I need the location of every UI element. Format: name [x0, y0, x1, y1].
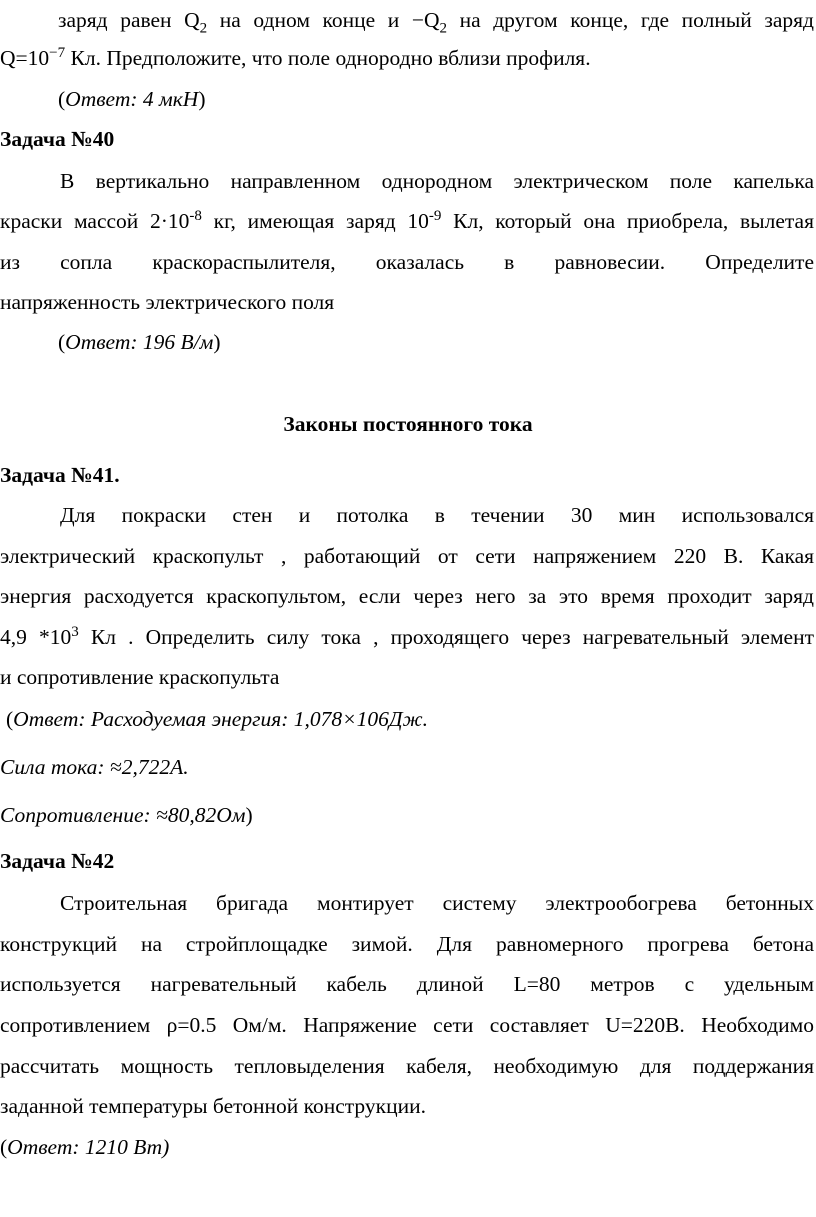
text-line: В вертикально направленном однородном электрическом поле капелька: [60, 169, 814, 193]
answer: (Ответ: Расходуемая энергия: 1,078×106Дж.: [6, 707, 428, 731]
text-line: заряд равен $Q_2$ на одном конце $и -Q_2$ на другом конце, где полный заряд: [58, 8, 814, 37]
text-line: заданной температуры бетонной конструкции.: [0, 1094, 426, 1118]
text-line: Для покраски стен и потолка в течении 30 мин использовался: [60, 503, 814, 527]
answer: (Ответ: 4 мкН): [58, 87, 206, 111]
text-line: энергия расходуется краскопультом, если через него за это время проходит заряд: [0, 584, 814, 608]
text-line: Строительная бригада монтирует систему электрообогрева бетонных: [60, 891, 814, 915]
text-line: и сопротивление краскопульта: [0, 665, 280, 689]
text-line: сопротивлением ρ=0.5 Ом/м. Напряжение сети составляет U=220В. Необходимо: [0, 1013, 814, 1037]
text-line: электрический краскопульт , работающий от сети напряжением 220 В. Какая: [0, 544, 814, 568]
task-title: Задача №41.: [0, 463, 120, 487]
answer: (Ответ: 196 В/м): [58, 330, 221, 354]
text-line: $Q=10^{-7}$ Кл. Предположите, что поле однородно вблизи профиля.: [0, 44, 591, 70]
task-title: Задача №42: [0, 849, 115, 873]
text-line: напряженность электрического поля: [0, 290, 335, 314]
text-line: краски массой $2\cdot 10^{-8}$ кг, имеющая заряд $10^{-9}$ Кл, который она приобрела, вылетая: [0, 207, 814, 233]
text-line: из сопла краскораспылителя, оказалась в равновесии. Определите: [0, 250, 814, 274]
answer: (Ответ: 1210 Вт): [0, 1135, 170, 1159]
text-line: 4,9 $*10^3$ Кл . Определить силу тока , проходящего через нагревательный элемент: [0, 623, 814, 649]
text-line: используется нагревательный кабель длиной L=80 метров с удельным: [0, 972, 814, 996]
section-title: Законы постоянного тока: [283, 412, 533, 436]
task-title: Задача №40: [0, 127, 115, 151]
answer-line: Сопротивление: ≈80,82Ом): [0, 803, 253, 827]
answer-line: Сила тока: ≈2,722А.: [0, 755, 189, 779]
text-line: конструкций на стройплощадке зимой. Для равномерного прогрева бетона: [0, 932, 814, 956]
text-line: рассчитать мощность тепловыделения кабеля, необходимую для поддержания: [0, 1054, 814, 1078]
